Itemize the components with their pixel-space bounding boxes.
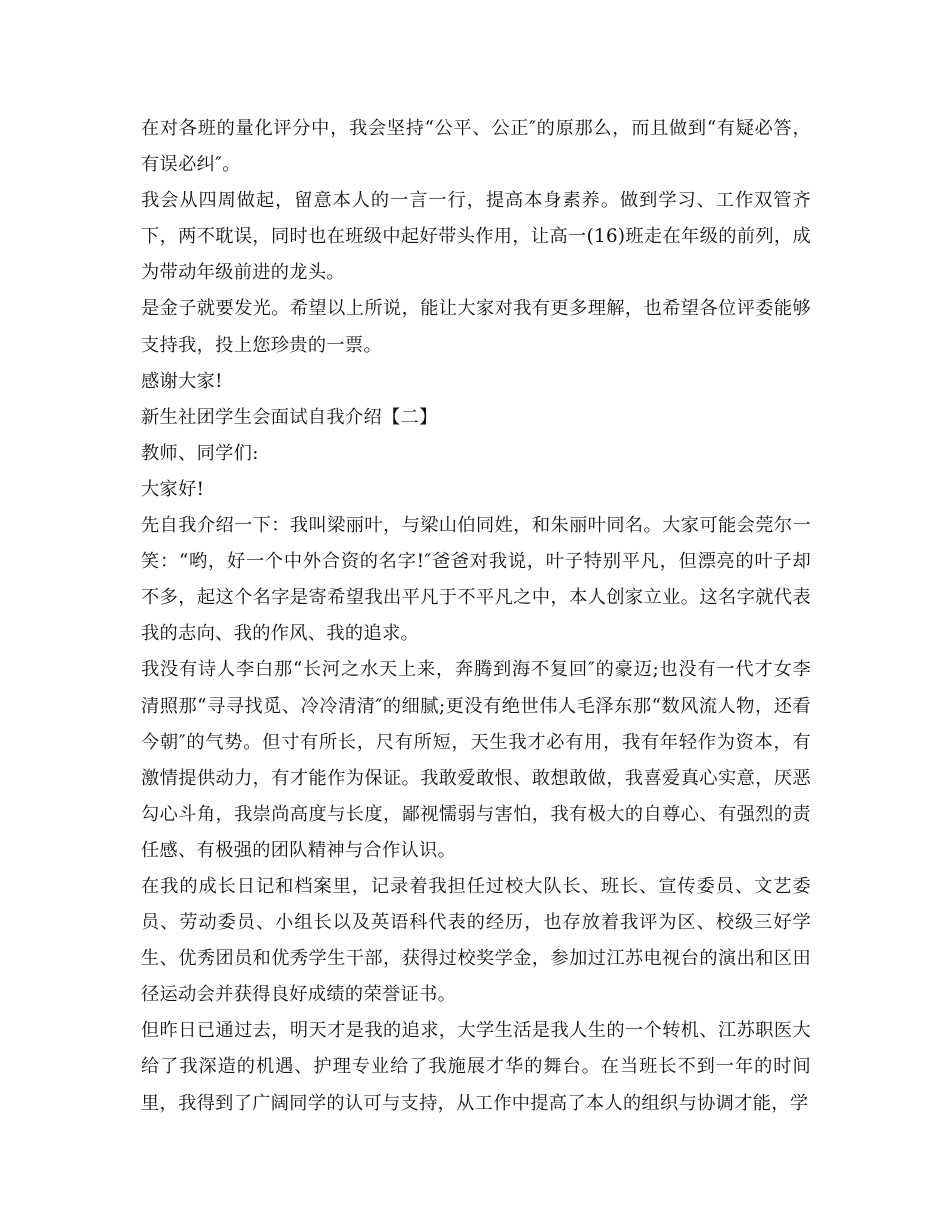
paragraph-character: 我没有诗人李白那“长河之水天上来，奔腾到海不复回″的豪迈;也没有一代才女李清照那“寻寻找觅、冷冷清清″的细腻;更没有绝世伟人毛泽东那“数风流人物，还看今朝″的气势。但寸有所长，尺有所短，天生我才必有用，我有年轻作为资本，有激情提供动力，有才能作为保证。我敢爱敢恨、敢想敢做，我喜爱真心实意，厌恶勾心斗角，我崇尚高度与长度，鄙视懦弱与害怕，我有极大的自尊心、有强烈的责任感、有极强的团队精神与合作认识。	[141, 659, 811, 861]
section-heading: 新生社团学生会面试自我介绍【二】	[141, 406, 438, 428]
document-body	[141, 111, 811, 1122]
paragraph-thanks: 感谢大家!	[141, 370, 223, 392]
paragraph-experience: 在我的成长日记和档案里，记录着我担任过校大队长、班长、宣传委员、文艺委员、劳动委员、小组长以及英语科代表的经历，也存放着我评为区、校级三好学生、优秀团员和优秀学生干部，获得过校奖学金，参加过江苏电视台的演出和区田径运动会并获得良好成绩的荣誉证书。	[141, 875, 811, 1006]
paragraph-greeting: 大家好!	[141, 478, 205, 500]
paragraph-future: 但昨日已通过去，明天才是我的追求，大学生活是我人生的一个转机、江苏职医大给了我深造的机遇、护理专业给了我施展才华的舞台。在当班长不到一年的时间里，我得到了广阔同学的认可与支持，从工作中提高了本人的组织与协调才能，学	[141, 1020, 811, 1114]
paragraph-salutation: 教师、同学们:	[141, 442, 259, 464]
paragraph-self-discipline: 我会从四周做起，留意本人的一言一行，提高本身素养。做到学习、工作双管齐下，两不耽误，同时也在班级中起好带头作用，让高一(16)班走在年级的前列，成为带动年级前进的龙头。	[141, 190, 811, 284]
paragraph-closing-appeal: 是金子就要发光。希望以上所说，能让大家对我有更多理解，也希望各位评委能够支持我，投上您珍贵的一票。	[141, 298, 811, 356]
paragraph-name-introduction: 先自我介绍一下：我叫梁丽叶，与梁山伯同姓，和朱丽叶同名。大家可能会莞尔一笑：“哟，好一个中外合资的名字!″爸爸对我说，叶子特别平凡，但漂亮的叶子却不多，起这个名字是寄希望我出平凡于不平凡之中，本人创家立业。这名字就代表我的志向、我的作风、我的追求。	[141, 515, 811, 645]
paragraph-quantitative-scoring: 在对各班的量化评分中，我会坚持“公平、公正″的原那么，而且做到“有疑必答，有误必纠″。	[141, 118, 811, 176]
